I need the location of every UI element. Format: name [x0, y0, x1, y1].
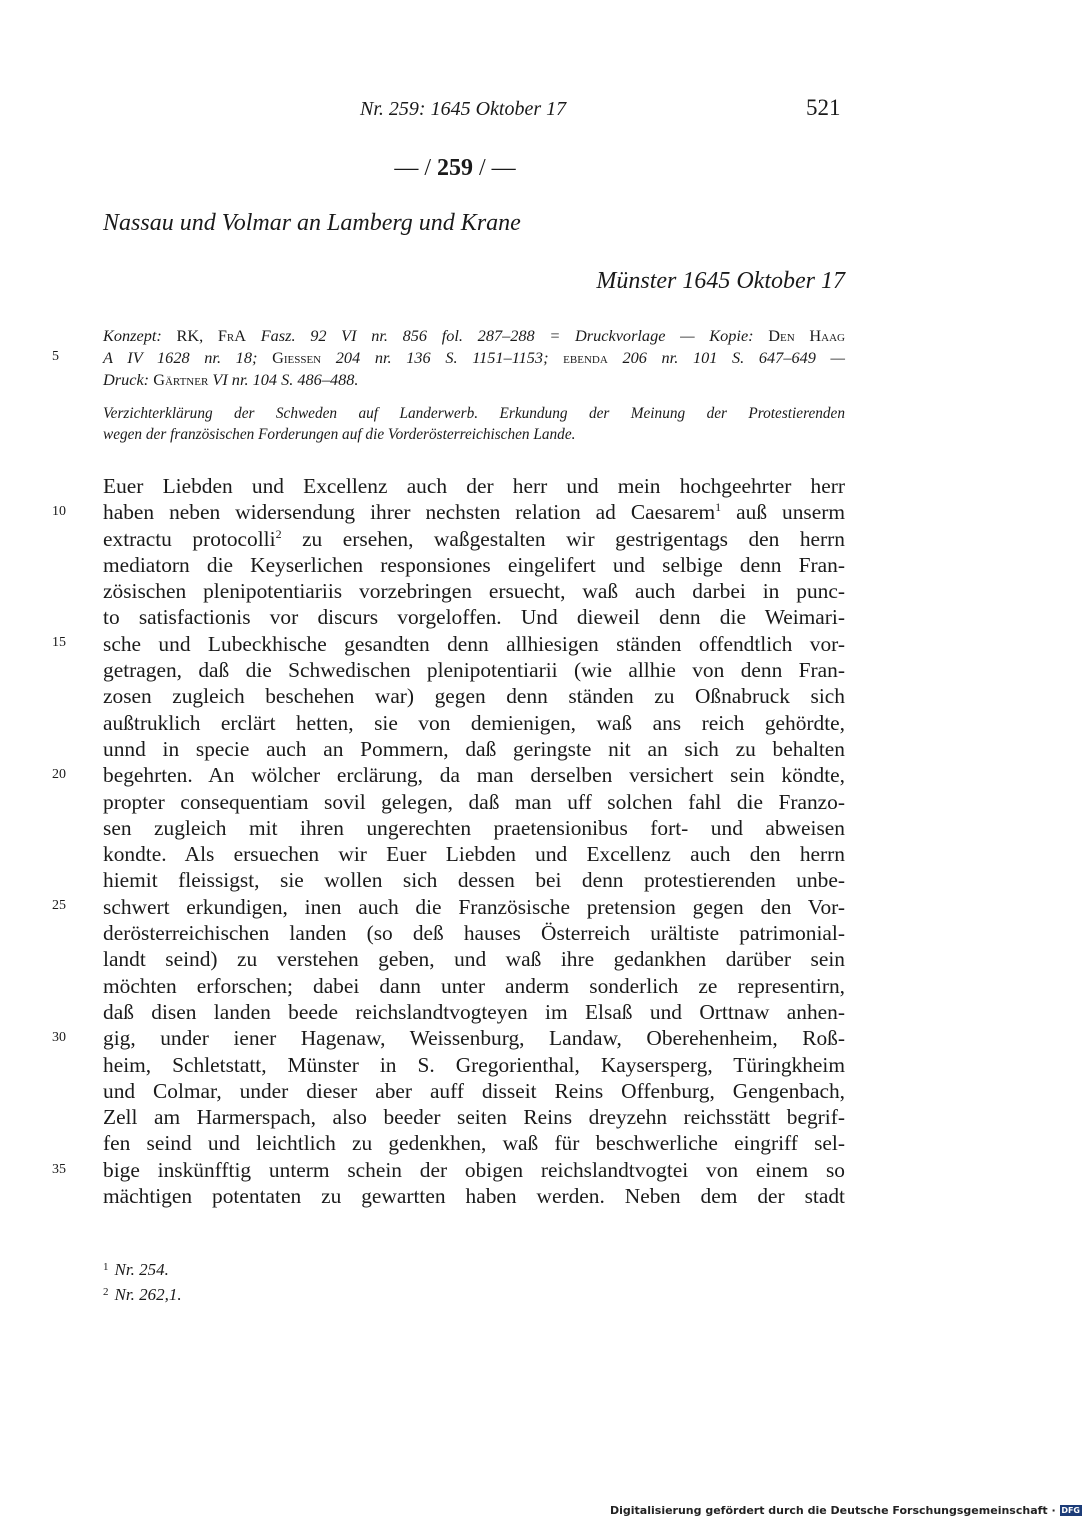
source-line-2-b: 204 nr. 136 S. 1151–1153; [335, 348, 549, 367]
credit-text: Digitalisierung gefördert durch die Deutsche Forschungsgemeinschaft · [610, 1504, 1056, 1517]
text-line: gig, under iener Hagenaw, Weissenburg, Landaw, Oberehenheim, Roß- [103, 1026, 845, 1051]
text-line-part: haben neben widersendung ihrer nechsten relation ad Caesarem [103, 500, 716, 525]
footnote [103, 1281, 182, 1306]
text-line-part: zu ersehen, waßgestalten wir gestrigentags den herrn [281, 526, 845, 551]
text-line: fen seind und leichtlich zu gedenkhen, waß für beschwerliche eingriff sel- [103, 1131, 845, 1156]
place-date: Münster 1645 Oktober 17 [596, 268, 845, 294]
doc-number: 259 [437, 155, 473, 181]
text-line [103, 499, 845, 525]
document-title: Nassau und Volmar an Lamberg und Krane [103, 210, 521, 236]
text-line: zösischen plenipotentiariis vorzebringen ersuecht, waß auch darbei in punc- [103, 579, 845, 604]
footnotes [103, 1256, 182, 1306]
text-line: Euer Liebden und Excellenz auch der herr und mein hochgeehrter herr [103, 474, 845, 498]
margin-line-number: 25 [52, 898, 66, 913]
archive-ebenda: ebenda [563, 348, 608, 367]
text-line: sche und Lubeckhische gesandten denn allhiesigen ständen offendtlich vor- [103, 631, 845, 656]
text-line: mächtigen potentaten zu gewartten haben werden. Neben dem der stadt [103, 1184, 845, 1209]
text-line: landt seind) zu verstehen geben, und waß ihre gedankhen darüber sein [103, 947, 845, 972]
footnote-marker[interactable]: 2 [275, 526, 282, 541]
text-line: sen zugleich mit ihren ungerechten praetensionibus fort- und abweisen [103, 815, 845, 840]
margin-line-number: 35 [52, 1162, 66, 1177]
source-line-3-rest: VI nr. 104 S. 486–488. [212, 370, 359, 389]
druck-label: Druck: [103, 370, 150, 389]
margin-line-number: 10 [52, 504, 66, 519]
document-number-heading [0, 155, 910, 182]
text-line: möchten erforschen; dabei dann unter anderm sonderlich ze representirn, [103, 973, 845, 998]
margin-line-number: 5 [52, 349, 59, 364]
main-text [103, 473, 845, 1209]
text-line: propter consequentiam sovil gelegen, daß man uff solchen fahl die Franzo- [103, 789, 845, 814]
regest [103, 403, 845, 445]
text-line: bige inskünfftig unterm schein der obigen reichslandtvogtei von einem so [103, 1157, 845, 1182]
edition-gaertner: Gärtner [153, 370, 209, 389]
archive-den-haag: Den Haag [768, 326, 845, 345]
text-line-part: extractu protocolli [103, 526, 276, 551]
footnote-marker[interactable]: 1 [715, 500, 722, 515]
dfg-logo: DFG [1061, 1506, 1080, 1515]
text-line: heim, Schletstatt, Münster in S. Gregorienthal, Kaysersperg, Türingkheim [103, 1052, 845, 1077]
text-line: und Colmar, under dieser aber auff disseit Reins Offenburg, Gengenbach, [103, 1078, 845, 1103]
text-line-part: auß unserm [721, 500, 845, 525]
source-line-3 [103, 369, 845, 391]
footnote-text: Nr. 262,1. [114, 1285, 182, 1304]
source-line-2-a: A IV 1628 nr. 18; [103, 348, 258, 367]
archive-giessen: Giessen [272, 348, 322, 367]
text-line: schwert erkundigen, inen auch die Französische pretension gegen den Vor- [103, 894, 845, 919]
text-line: getragen, daß die Schwedischen plenipotentiarii (wie allhie von denn Fran- [103, 658, 845, 683]
footnote [103, 1256, 182, 1281]
text-line: mediatorn die Keyserlichen responsiones eingelifert und selbige denn Fran- [103, 552, 845, 577]
text-line: begehrten. An wölcher erclärung, da man derselben versichert sein köndte, [103, 763, 845, 788]
text-line: kondte. Als ersuechen wir Euer Liebden und Excellenz auch den herrn [103, 842, 845, 867]
source-line-1-rest: Fasz. 92 VI nr. 856 fol. 287–288 = Druckvorlage — Kopie: [260, 326, 754, 345]
margin-line-number: 30 [52, 1030, 66, 1045]
doc-number-suffix: / — [473, 155, 516, 181]
margin-line-number: 20 [52, 767, 66, 782]
text-line: Zell am Harmerspach, also beeder seiten Reins dreyzehn reichsstätt begrif- [103, 1105, 845, 1130]
regest-line: Verzichterklärung der Schweden auf Landerwerb. Erkundung der Meinung der Protestierenden [103, 405, 845, 422]
source-apparatus [103, 325, 845, 391]
running-head: Nr. 259: 1645 Oktober 17 [360, 98, 567, 120]
konzept-label: Konzept: [103, 326, 162, 345]
doc-number-prefix: — / [394, 155, 437, 181]
page-number: 521 [806, 95, 841, 120]
text-line: to satisfactionis vor discurs vorgeloffen. Und dieweil denn die Weimari- [103, 605, 845, 630]
archive-rk: RK, FrA [176, 326, 247, 345]
footnote-text: Nr. 254. [114, 1260, 169, 1279]
regest-line: wegen der französischen Forderungen auf die Vorderösterreichischen Lande. [103, 426, 576, 443]
source-line-1 [103, 325, 845, 347]
text-line: hiemit fleissigst, sie wollen sich dessen bei denn protestierenden unbe- [103, 868, 845, 893]
text-line: derösterreichischen landen (so deß hauses Österreich urältiste patrimonial- [103, 921, 845, 946]
text-line [103, 526, 845, 552]
margin-line-number: 15 [52, 635, 66, 650]
text-line: außtruklich erclärt hetten, sie von demienigen, waß ans reich gehördte, [103, 710, 845, 735]
source-line-2-c: 206 nr. 101 S. 647–649 — [622, 348, 846, 367]
text-line: unnd in specie auch an Pommern, daß geringste nit an sich zu behalten [103, 736, 845, 761]
digitization-credit [610, 1504, 1082, 1517]
source-line-2 [103, 347, 845, 369]
footnote-number: 2 [103, 1286, 109, 1298]
footnote-number: 1 [103, 1261, 109, 1273]
text-line: zosen zugleich beschehen war) gegen denn ständen zu Oßnabruck sich [103, 684, 845, 709]
text-line: daß disen landen beede reichslandtvogteyen im Elsaß und Orttnaw anhen- [103, 999, 845, 1024]
